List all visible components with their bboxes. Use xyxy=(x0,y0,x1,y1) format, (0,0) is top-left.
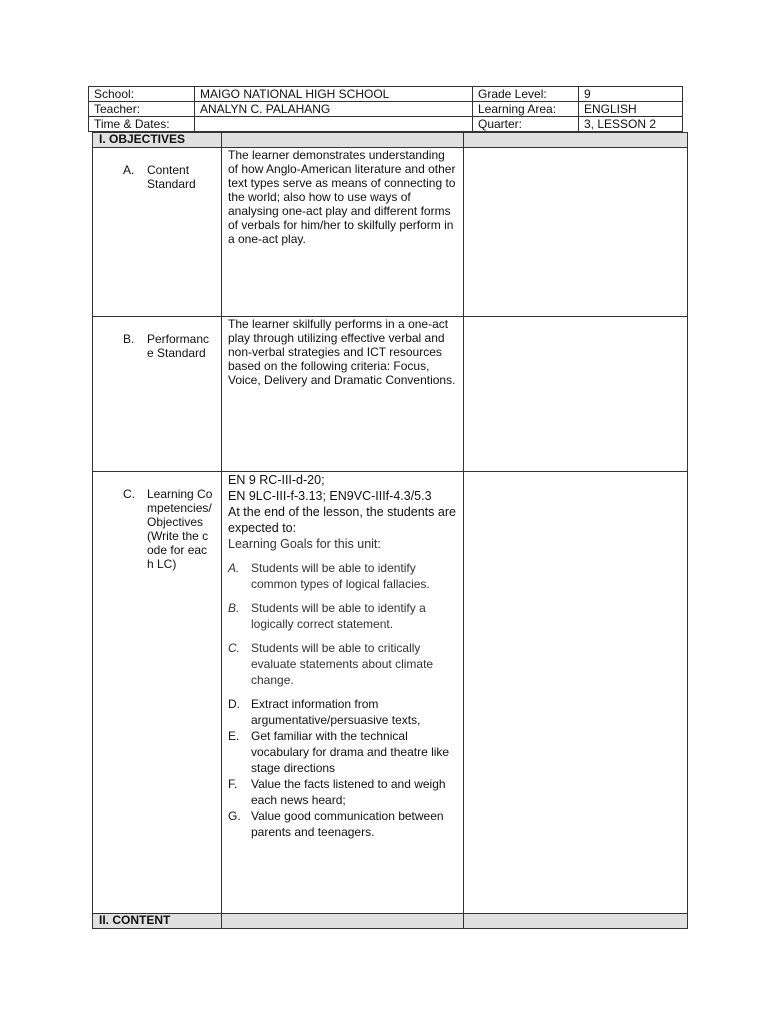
objective-item: D. Extract information from argumentative/persuasive texts, xyxy=(228,696,421,727)
teacher-value: ANALYN C. PALAHANG xyxy=(195,102,473,117)
content-standard-notes xyxy=(464,148,688,317)
goal-item: C. Students will be able to critically evaluate statements about climate change. xyxy=(228,640,434,687)
school-value: MAIGO NATIONAL HIGH SCHOOL xyxy=(195,87,473,102)
time-label: Time & Dates: xyxy=(89,117,195,132)
performance-standard-cell xyxy=(93,317,222,471)
quarter-label: Quarter: xyxy=(473,117,579,132)
objectives-heading: I. OBJECTIVES xyxy=(93,133,222,148)
area-value: ENGLISH xyxy=(579,102,683,117)
learning-competencies-letter: C. xyxy=(123,486,135,501)
teacher-label: Teacher: xyxy=(89,102,195,117)
grade-value: 9 xyxy=(579,87,683,102)
learning-competencies-cell xyxy=(93,471,222,913)
school-label: School: xyxy=(89,87,195,102)
content-heading: II. CONTENT xyxy=(93,913,222,928)
quarter-value: 3, LESSON 2 xyxy=(579,117,683,132)
lc-intro: At the end of the lesson, the students are expected to: xyxy=(228,504,456,535)
goal-item: A. Students will be able to identify common types of logical fallacies. xyxy=(228,560,430,591)
content-standard-label: Content Standard xyxy=(147,163,196,192)
lesson-plan-table xyxy=(92,132,688,929)
lc-code-line-1: EN 9 RC-III-d-20; xyxy=(228,472,325,487)
header-table xyxy=(88,86,683,132)
content-standard-text: The learner demonstrates understanding of how Anglo-American literature and other text types serve as means of connecting to the world; also how to use ways of analysing one-act play and different forms of verbals for him/her to skilfully perform in a one-act play. xyxy=(228,148,456,247)
performance-standard-notes xyxy=(464,317,688,471)
lc-code-line-2: EN 9LC-III-f-3.13; EN9VC-IIIf-4.3/5.3 xyxy=(228,488,432,503)
area-label: Learning Area: xyxy=(473,102,579,117)
content-standard-letter: A. xyxy=(123,163,135,178)
performance-standard-letter: B. xyxy=(123,332,135,347)
performance-standard-text: The learner skilfully performs in a one-act play through utilizing effective verbal and non-verbal strategies and ICT resources based on the following criteria: Focus, Voice, Delivery and Dramatic Conventions. xyxy=(228,317,456,388)
performance-standard-label: Performance Standard xyxy=(147,332,210,361)
learning-competencies-label: Learning Competencies/ Objectives (Write the code for each LC) xyxy=(147,486,213,571)
learning-competencies-notes xyxy=(464,471,688,913)
goals-title: Learning Goals for this unit: xyxy=(228,536,381,551)
goal-item: B. Students will be able to identify a logically correct statement. xyxy=(228,600,426,631)
time-value xyxy=(195,117,473,132)
content-standard-cell xyxy=(93,148,222,317)
objective-item: E. Get familiar with the technical vocabulary for drama and theatre like stage directions xyxy=(228,728,450,775)
objective-item: G. Value good communication between parents and teenagers. xyxy=(228,808,444,839)
grade-label: Grade Level: xyxy=(473,87,579,102)
objective-item: F. Value the facts listened to and weigh each news heard; xyxy=(228,776,446,807)
